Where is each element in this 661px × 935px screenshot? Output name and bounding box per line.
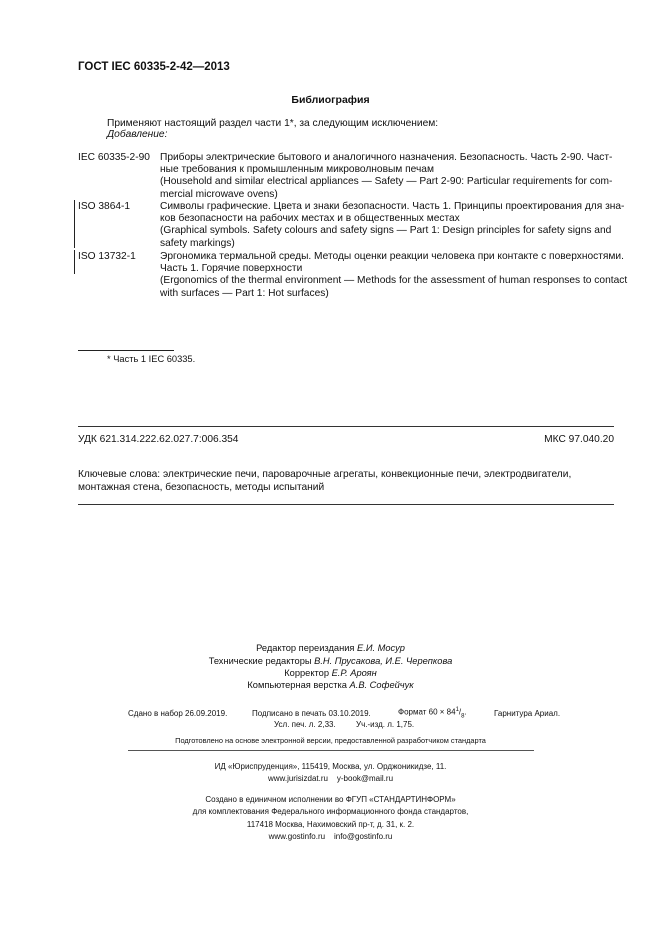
credit-label: Корректор [284, 668, 330, 678]
entry-code: ISO 13732-1 [78, 251, 136, 262]
producer-address: 117418 Москва, Нахимовский пр-т, д. 31, к. 2. [246, 820, 415, 829]
imprint-signed: Подписано в печать 03.10.2019. [252, 709, 371, 718]
change-bar [74, 250, 75, 274]
entry-line: Символы графические. Цвета и знаки безопасности. Часть 1. Принципы проектирования для зна- [160, 201, 625, 212]
entry-line: Часть 1. Горячие поверхности [160, 263, 303, 275]
entry-code: ISO 3864-1 [78, 201, 131, 212]
mks-code: МКС 97.040.20 [544, 434, 614, 445]
credit-name: В.Н. Прусакова, И.Е. Черепкова [314, 656, 453, 666]
keywords-bottom-rule [78, 504, 614, 505]
entry-line: Эргономика термальной среды. Методы оценки реакции человека при контакте с поверхностями. [160, 251, 624, 262]
format-suffix: . [464, 707, 467, 717]
footnote-divider [78, 350, 174, 351]
entry-line: safety markings) [160, 237, 235, 249]
entry-code: IEC 60335-2-90 [78, 152, 150, 163]
keywords-line: Ключевые слова: электрические печи, пароварочные агрегаты, конвекционные печи, электродвигатели, [78, 469, 572, 480]
entry-text [160, 251, 628, 300]
classification-top-rule [78, 426, 614, 427]
producer-email-link[interactable]: info@gostinfo.ru [333, 832, 393, 841]
udk-code: УДК 621.314.222.62.027.7:006.354 [78, 434, 239, 445]
producer-contacts [0, 832, 661, 841]
credit-tech-editors [0, 656, 661, 666]
footnote: * Часть 1 IEC 60335. [107, 354, 196, 364]
credit-label: Компьютерная верстка [247, 680, 347, 690]
imprint-typeface: Гарнитура Ариал. [494, 709, 561, 718]
publisher-address: ИД «Юриспруденция», 115419, Москва, ул. Орджоникидзе, 11. [214, 762, 447, 771]
imprint-print-sheets: Усл. печ. л. 2,33. [274, 720, 336, 729]
standard-number: ГОСТ IEC 60335-2-42—2013 [78, 61, 230, 73]
producer-line: Создано в единичном исполнении во ФГУП «СТАНДАРТИНФОРМ» [205, 795, 456, 804]
imprint-pub-sheets: Уч.-изд. л. 1,75. [356, 720, 415, 729]
imprint-format: Формат $60 \times 84^1/_8$. [398, 707, 467, 720]
format-sub: 8 [461, 713, 465, 720]
entry-line: mercial microwave ovens) [160, 188, 278, 200]
entry-line: ные требования к промышленным микроволновым печам [160, 164, 434, 176]
imprint-typeset: Сдано в набор 26.09.2019. [128, 709, 228, 718]
addition-label: Добавление: [107, 129, 168, 140]
credit-layout [0, 680, 661, 690]
entry-line: ков безопасности на рабочих местах и в общественных местах [160, 213, 460, 225]
entry-line: (Ergonomics of the thermal environment — Methods for the assessment of human responses to contact [160, 275, 628, 287]
entry-line: (Household and similar electrical appliances — Safety — Part 2-90: Particular requirements for com- [160, 176, 613, 188]
entry-line: (Graphical symbols. Safety colours and safety signs — Part 1: Design principles for safety signs and [160, 225, 612, 237]
publisher-site-link[interactable]: www.jurisizdat.ru [267, 774, 328, 783]
publisher-email-link[interactable]: y-book@mail.ru [336, 774, 394, 783]
credit-name: Е.И. Мосур [357, 643, 405, 653]
imprint-divider [128, 750, 534, 751]
credit-name: А.В. Софейчук [349, 680, 414, 690]
credit-corrector [0, 668, 661, 678]
credit-name: Е.Р. Ароян [331, 668, 377, 678]
entry-line: with surfaces — Part 1: Hot surfaces) [160, 287, 329, 299]
format-sup: 1 [455, 707, 459, 713]
keywords-line: монтажная стена, безопасность, методы испытаний [78, 482, 325, 493]
credit-label: Редактор переиздания [256, 643, 355, 653]
entry-text [160, 201, 625, 250]
entry-text [160, 152, 614, 201]
entry-line: Приборы электрические бытового и аналогичного назначения. Безопасность. Часть 2-90. Част- [160, 152, 613, 163]
credit-label: Технические редакторы [208, 656, 312, 666]
imprint-prepared: Подготовлено на основе электронной версии, предоставленной разработчиком стандарта [175, 736, 486, 745]
credit-editor [0, 643, 661, 653]
publisher-contacts [0, 774, 661, 783]
producer-site-link[interactable]: www.gostinfo.ru [268, 832, 326, 841]
format-text: Формат 60 × 84 [398, 707, 456, 717]
bibliography-intro: Применяют настоящий раздел части 1*, за следующим исключением: [107, 118, 439, 129]
bibliography-title: Библиография [291, 94, 370, 106]
producer-line: для комплектования Федерального информационного фонда стандартов, [192, 807, 469, 816]
change-bar [74, 200, 75, 248]
